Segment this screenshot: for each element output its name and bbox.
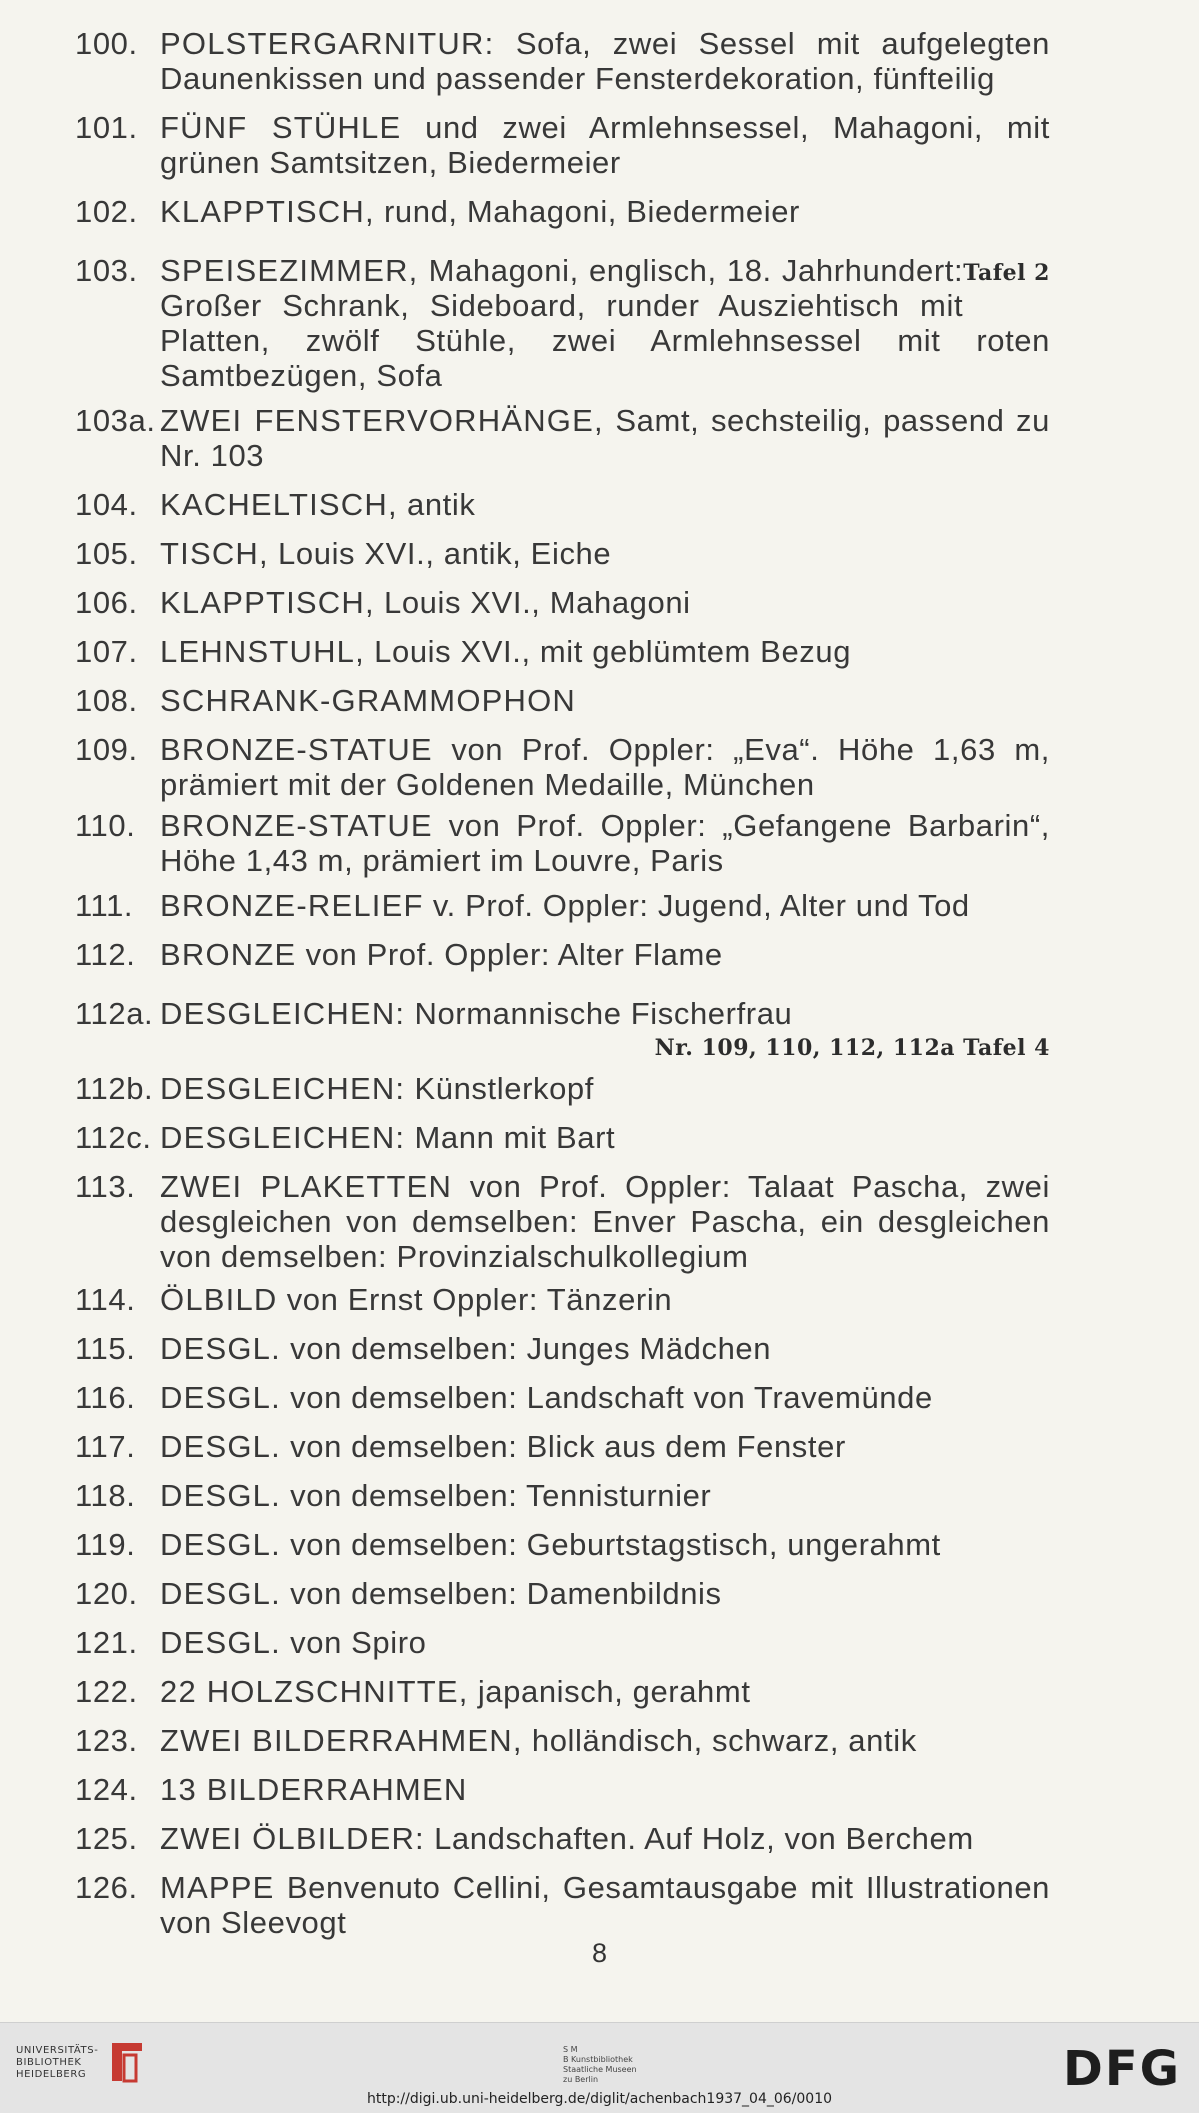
plate-reference: Tafel 2: [963, 260, 1050, 286]
entry-title: SCHRANK-GRAMMOPHON: [160, 683, 577, 718]
entry-number: 111.: [75, 888, 134, 923]
entry-title: MAPPE: [160, 1870, 275, 1905]
entry-title: ÖLBILD: [160, 1282, 278, 1317]
permalink-url[interactable]: http://digi.ub.uni-heidelberg.de/diglit/achenbach1937_04_06/0010: [366, 2091, 833, 2107]
entry-number: 104.: [75, 487, 138, 522]
entry-number: 122.: [75, 1674, 138, 1709]
page-number: 8: [591, 1938, 608, 1968]
entry-description: rund, Mahagoni, Biedermeier: [383, 194, 800, 229]
entry-description: von demselben: Damenbildnis: [290, 1576, 722, 1611]
entry-title: ZWEI FENSTERVORHÄNGE,: [160, 403, 604, 438]
catalog-entry: [0, 634, 1050, 669]
entry-description: von Ernst Oppler: Tänzerin: [286, 1282, 673, 1317]
entry-number: 112a.: [75, 996, 154, 1031]
catalog-entry: [0, 1723, 1050, 1758]
catalog-entry: [0, 1821, 1050, 1856]
entry-number: 114.: [75, 1282, 136, 1317]
entry-number: 125.: [75, 1821, 138, 1856]
entry-number: 126.: [75, 1870, 138, 1905]
entry-title: DESGLEICHEN:: [160, 996, 406, 1031]
entry-description: von demselben: Geburtstagstisch, ungerahmt: [290, 1527, 941, 1562]
catalog-entry: [0, 937, 1050, 972]
entry-number: 103a.: [75, 403, 156, 438]
entry-number: 115.: [75, 1331, 136, 1366]
catalog-entry: [0, 1429, 1050, 1464]
catalog-entry: [0, 26, 1050, 96]
dfg-logo: DFG: [1063, 2041, 1182, 2097]
entry-title: KLAPPTISCH,: [160, 194, 375, 229]
entry-title: BRONZE-STATUE: [160, 808, 433, 843]
entry-number: 112b.: [75, 1071, 154, 1106]
catalog-entry: [0, 1625, 1050, 1660]
catalog-entry: [0, 1120, 1050, 1155]
entry-description: von demselben: Landschaft von Travemünde: [290, 1380, 933, 1415]
entry-description: von Prof. Oppler: Alter Flame: [305, 937, 723, 972]
catalog-entry: [0, 808, 1050, 878]
entry-title: DESGL.: [160, 1429, 281, 1464]
digitization-footer: [0, 2022, 1199, 2113]
entry-number: 112c.: [75, 1120, 152, 1155]
entry-description: Sofa, zwei Sessel mit aufgelegten Daunenkissen und passender Fensterdekoration, fünfteilig: [160, 26, 1051, 96]
library-stamp: [563, 2045, 637, 2085]
entry-number: 119.: [75, 1527, 136, 1562]
entry-number: 106.: [75, 585, 138, 620]
university-library-label: [16, 2045, 98, 2081]
catalog-entry: [0, 1169, 1050, 1274]
catalog-entry: [0, 1071, 1050, 1106]
catalog-entry: [0, 253, 1050, 393]
catalog-entry: [0, 487, 1050, 522]
entry-description: v. Prof. Oppler: Jugend, Alter und Tod: [432, 888, 970, 923]
entry-title: KACHELTISCH,: [160, 487, 398, 522]
entry-number: 118.: [75, 1478, 136, 1513]
catalog-entry: [0, 1331, 1050, 1366]
catalog-entry: [0, 732, 1050, 802]
entry-number: 105.: [75, 536, 138, 571]
catalog-entry: [0, 1282, 1050, 1317]
entry-number: 121.: [75, 1625, 138, 1660]
entry-title: DESGL.: [160, 1625, 281, 1660]
entry-title: FÜNF STÜHLE: [160, 110, 402, 145]
entry-description: von demselben: Tennisturnier: [290, 1478, 712, 1513]
catalog-entry: [0, 403, 1050, 473]
entry-number: 112.: [75, 937, 136, 972]
entry-number: 100.: [75, 26, 138, 61]
entry-description: Louis XVI., Mahagoni: [383, 585, 691, 620]
entry-description: holländisch, schwarz, antik: [531, 1723, 917, 1758]
catalog-entry: [0, 1380, 1050, 1415]
entry-number: 113.: [75, 1169, 136, 1204]
catalog-entry: [0, 1527, 1050, 1562]
entry-number: 109.: [75, 732, 138, 767]
entry-description: Normannische Fischerfrau: [414, 996, 793, 1031]
entry-title: DESGL.: [160, 1478, 281, 1513]
entry-number: 120.: [75, 1576, 138, 1611]
entry-description: Landschaften. Auf Holz, von Berchem: [434, 1821, 974, 1856]
catalog-entry: [0, 110, 1050, 180]
catalog-entry: [0, 1772, 1050, 1807]
entry-description: antik: [406, 487, 476, 522]
catalog-entry: [0, 585, 1050, 620]
entry-title: POLSTERGARNITUR:: [160, 26, 495, 61]
university-logo-icon: [106, 2039, 146, 2085]
entry-title: 22 HOLZSCHNITTE,: [160, 1674, 469, 1709]
stamp-line: B Kunstbibliothek: [563, 2055, 633, 2064]
entry-title: DESGL.: [160, 1576, 281, 1611]
entry-title: DESGLEICHEN:: [160, 1071, 406, 1106]
entry-title: TISCH,: [160, 536, 269, 571]
entry-number: 110.: [75, 808, 136, 843]
entry-number: 101.: [75, 110, 138, 145]
entry-description: von demselben: Junges Mädchen: [290, 1331, 772, 1366]
entry-description: von Prof. Oppler: „Gefangene Barbarin“, Höhe 1,43 m, prämiert im Louvre, Paris: [160, 808, 1050, 878]
catalog-entry: [0, 683, 1050, 718]
entry-description: Mahagoni, englisch, 18. Jahrhundert: Großer Schrank, Sideboard, runder Ausziehtisch mit Platten, zwölf Stühle, zwei Armlehnsessel mit roten Samtbezügen, Sofa: [160, 253, 1050, 393]
stamp-line: S M: [563, 2045, 578, 2054]
entry-description: von Prof. Oppler: Talaat Pascha, zwei desgleichen von demselben: Enver Pascha, ein desgleichen von demselben: Provinzialschulkollegium: [160, 1169, 1050, 1274]
entry-title: LEHNSTUHL,: [160, 634, 365, 669]
entry-title: BRONZE-STATUE: [160, 732, 433, 767]
entry-description: Louis XVI., mit geblümtem Bezug: [374, 634, 852, 669]
entry-title: ZWEI BILDERRAHMEN,: [160, 1723, 523, 1758]
entry-title: ZWEI PLAKETTEN: [160, 1169, 453, 1204]
university-line: HEIDELBERG: [16, 2069, 87, 2080]
entry-description: Louis XVI., antik, Eiche: [278, 536, 612, 571]
catalog-list: [0, 26, 1199, 1940]
university-line: UNIVERSITÄTS-: [16, 2045, 99, 2056]
entry-title: DESGLEICHEN:: [160, 1120, 406, 1155]
entry-number: 117.: [75, 1429, 136, 1464]
entry-title: DESGL.: [160, 1331, 281, 1366]
entry-description: Samt, sechsteilig, passend zu Nr. 103: [160, 403, 1051, 473]
entry-description: Benvenuto Cellini, Gesamtausgabe mit Illustrationen von Sleevogt: [160, 1870, 1050, 1940]
catalog-entry: [0, 536, 1050, 571]
entry-number: 123.: [75, 1723, 138, 1758]
entry-title: DESGL.: [160, 1380, 281, 1415]
entry-title: DESGL.: [160, 1527, 281, 1562]
catalog-entry: [0, 1478, 1050, 1513]
catalog-entry: [0, 1674, 1050, 1709]
entry-description: Künstlerkopf: [414, 1071, 594, 1106]
entry-number: 124.: [75, 1772, 138, 1807]
catalog-entry: [0, 194, 1050, 229]
entry-number: 107.: [75, 634, 138, 669]
entry-title: ZWEI ÖLBILDER:: [160, 1821, 425, 1856]
entry-title: SPEISEZIMMER,: [160, 253, 419, 288]
entry-title: BRONZE: [160, 937, 297, 972]
entry-description: und zwei Armlehnsessel, Mahagoni, mit grünen Samtsitzen, Biedermeier: [160, 110, 1051, 180]
entry-title: 13 BILDERRAHMEN: [160, 1772, 468, 1807]
entry-number: 103.: [75, 253, 138, 288]
university-line: BIBLIOTHEK: [16, 2057, 82, 2068]
entry-number: 116.: [75, 1380, 136, 1415]
entry-description: Mann mit Bart: [414, 1120, 616, 1155]
entry-title: KLAPPTISCH,: [160, 585, 375, 620]
catalog-entry: [0, 888, 1050, 923]
catalog-entry: [0, 996, 1050, 1065]
entry-title: BRONZE-RELIEF: [160, 888, 424, 923]
entry-description: von Prof. Oppler: „Eva“. Höhe 1,63 m, prämiert mit der Goldenen Medaille, München: [160, 732, 1050, 802]
catalog-entry: [0, 1576, 1050, 1611]
entry-description: von Spiro: [290, 1625, 427, 1660]
catalog-entry: [0, 1870, 1050, 1940]
stamp-line: Staatliche Museen: [563, 2065, 637, 2074]
entry-description: von demselben: Blick aus dem Fenster: [290, 1429, 846, 1464]
stamp-line: zu Berlin: [563, 2075, 599, 2084]
entry-description: japanisch, gerahmt: [477, 1674, 751, 1709]
entry-number: 102.: [75, 194, 138, 229]
plate-reference: Nr. 109, 110, 112, 112a Tafel 4: [654, 1035, 1050, 1061]
entry-number: 108.: [75, 683, 138, 718]
